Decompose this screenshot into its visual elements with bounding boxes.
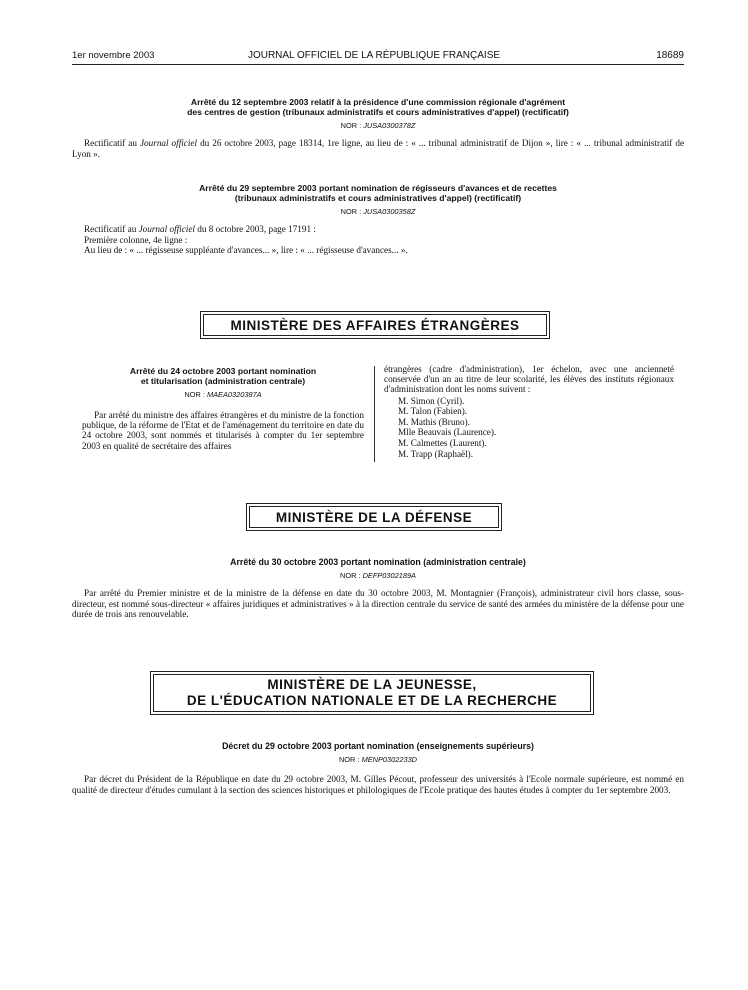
header-rule: [72, 64, 684, 65]
ministry-defense-box: [246, 503, 502, 531]
nor-code: DEFP0302189A: [362, 571, 416, 580]
section-title-line1: Arrêté du 24 octobre 2003 portant nomination: [129, 366, 317, 376]
nor-reference: [72, 121, 684, 130]
nor-reference: [82, 390, 364, 399]
nor-label: NOR :: [340, 121, 362, 130]
list-item: M. Mathis (Bruno).: [398, 416, 470, 427]
list-item: M. Trapp (Raphaël).: [398, 448, 474, 459]
section-body: Par décret du Président de la République en date du 29 octobre 2003, M. Gilles Pécout, professeur des universités à l'Ecole normale supérieure, est nommé en qualité de directeur d'études cumulant à la section des sciences historiques et philologiques de l'Ecole pratique des hautes études à compter du 1er septembre 2003.: [72, 774, 684, 795]
section-body-line1: [72, 224, 684, 235]
page-number: 18689: [656, 50, 684, 61]
section-decret-29-octobre: [72, 741, 684, 795]
section-title-line1: Arrêté du 29 septembre 2003 portant nomination de régisseurs d'avances et de recettes: [199, 183, 557, 193]
journal-officiel-ref: Journal officiel: [139, 138, 198, 148]
section-title-line1: Arrêté du 12 septembre 2003 relatif à la présidence d'une commission régionale d'agrément: [190, 97, 566, 107]
section-arrete-24-octobre-right: [384, 364, 674, 459]
column-divider: [374, 366, 375, 462]
text-part-a: Rectificatif au: [84, 138, 140, 148]
ministry-label: MINISTÈRE DE LA DÉFENSE: [249, 506, 499, 528]
nor-code: JUSA0300378Z: [363, 121, 416, 130]
section-title-line2: des centres de gestion (tribunaux administratifs et cours administratives d'appel) (rectificatif): [187, 107, 569, 117]
journal-officiel-ref: Journal officiel: [138, 224, 195, 234]
left-column-text: Par arrêté du ministre des affaires étrangères et du ministre de la fonction publique, de la réforme de l'Etat et de l'aménagement du territoire en date du 24 octobre 2003, sont nommés et titularisés à compter du 1er septembre 2003 en qualité de secrétaire des affaires: [82, 410, 364, 451]
ministry-label-block: [153, 674, 591, 712]
header-date: 1er novembre 2003: [72, 50, 155, 61]
ministry-affaires-etrangeres-box: [200, 311, 550, 339]
nor-reference: [72, 755, 684, 764]
section-title: Arrêté du 30 octobre 2003 portant nomination (administration centrale): [230, 557, 526, 567]
names-list: [384, 396, 674, 460]
nor-label: NOR :: [340, 207, 362, 216]
section-body-line2: Première colonne, 4e ligne :: [84, 234, 188, 245]
right-column-text: étrangères (cadre d'administration), 1er échelon, avec une ancienneté conservée d'un an au titre de leur scolarité, les élèves des instituts régionaux d'administration dont les noms suivent :: [384, 364, 674, 395]
section-arrete-29-septembre: [72, 183, 684, 256]
section-title-line2: et titularisation (administration centrale): [140, 376, 306, 386]
text-part-b: du 8 octobre 2003, page 17191 :: [194, 224, 316, 234]
section-body-line3: Au lieu de : « ... régisseuse suppléante d'avances... », lire : « ... régisseuse d'avances... ».: [84, 245, 408, 256]
journal-title: JOURNAL OFFICIEL DE LA RÉPUBLIQUE FRANÇAISE: [247, 50, 501, 61]
list-item: Mlle Beauvais (Laurence).: [398, 427, 497, 438]
ministry-label-line1: MINISTÈRE DE LA JEUNESSE,: [267, 677, 477, 692]
nor-reference: [72, 571, 684, 580]
list-item: M. Calmettes (Laurent).: [398, 437, 487, 448]
text-part-b: du 26 octobre 2003, page 18314, 1re ligne, au lieu de : « ... tribunal administratif de Dijon », lire : « ... tribunal administratif de Lyon ».: [72, 138, 685, 159]
section-arrete-24-octobre-left: [82, 366, 364, 451]
nor-code: JUSA0300358Z: [363, 207, 416, 216]
nor-code: MENP0302233D: [361, 755, 418, 764]
section-body: Par arrêté du Premier ministre et de la ministre de la défense en date du 30 octobre 2003, M. Montagnier (François), administrateur civil hors classe, sous-directeur, est nommé sous-directeur « affaires juridiques et administratives » à la direction centrale du service de santé des armées du ministère de la défense pour une durée de trois ans renouvelable.: [72, 588, 684, 620]
ministry-label: MINISTÈRE DES AFFAIRES ÉTRANGÈRES: [203, 314, 547, 336]
ministry-jeunesse-box: [150, 671, 594, 715]
nor-label: NOR :: [338, 755, 360, 764]
nor-label: NOR :: [339, 571, 361, 580]
section-arrete-12-septembre: [72, 97, 684, 159]
section-title: Décret du 29 octobre 2003 portant nomination (enseignements supérieurs): [222, 741, 534, 751]
section-arrete-30-octobre: [72, 557, 684, 620]
nor-reference: [72, 207, 684, 216]
section-body: [72, 138, 684, 159]
list-item: M. Simon (Cyril).: [398, 395, 465, 406]
nor-label: NOR :: [184, 390, 205, 399]
text-part-a: Rectificatif au: [84, 224, 139, 234]
list-item: M. Talon (Fabien).: [398, 406, 468, 417]
nor-code: MAEA0320387A: [206, 390, 262, 399]
section-title-line2: (tribunaux administratifs et cours administratives d'appel) (rectificatif): [234, 193, 522, 203]
ministry-label-line2: DE L'ÉDUCATION NATIONALE ET DE LA RECHERCHE: [186, 693, 558, 708]
